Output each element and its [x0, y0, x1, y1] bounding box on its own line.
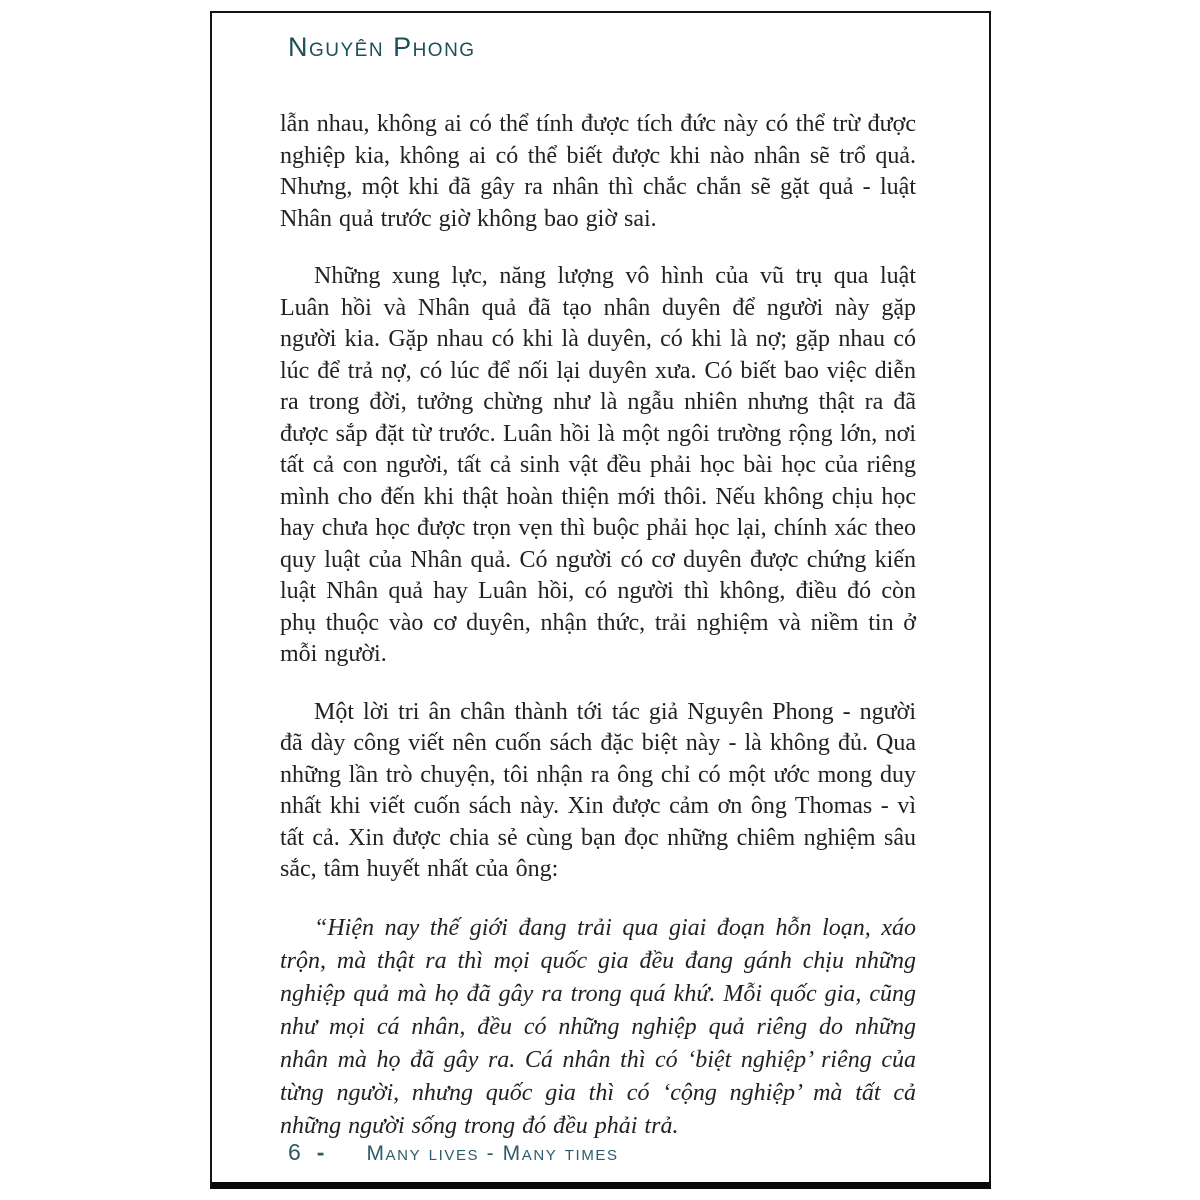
- paragraph: Một lời tri ân chân thành tới tác giả Nguyên Phong - người đã dày công viết nên cuốn sách đặc biệt này - là không đủ. Qua những lần trò chuyện, tôi nhận ra ông chỉ có một ước mong duy nhất khi viết cuốn sách này. Xin được cảm ơn ông Thomas - vì tất cả. Xin được chia sẻ cùng bạn đọc những chiêm nghiệm sâu sắc, tâm huyết nhất của ông:: [280, 698, 916, 882]
- book-page: [210, 11, 991, 1189]
- paragraph: lẫn nhau, không ai có thể tính được tích đức này có thể trừ được nghiệp kia, không ai có thể biết được khi nào nhân sẽ trổ quả. Nhưng, một khi đã gây ra nhân thì chắc chắn sẽ gặt quả - luật Nhân quả trước giờ không bao giờ sai.: [280, 111, 916, 232]
- book-title: Many lives - Many times: [366, 1142, 619, 1165]
- body-paragraphs: [280, 109, 916, 1143]
- page-footer: [288, 1139, 619, 1166]
- page-number: 6: [288, 1139, 301, 1165]
- running-head-author: Nguyên Phong: [288, 32, 476, 62]
- paragraph: “Hiện nay thế giới đang trải qua giai đoạn hỗn loạn, xáo trộn, mà thật ra thì mọi quốc gia đều đang gánh chịu những nghiệp quả mà họ đã gây ra trong quá khứ. Mỗi quốc gia, cũng như mọi cá nhân, đều có những nghiệp quả riêng do những nhân mà họ đã gây ra. Cá nhân thì có ‘biệt nghiệp’ riêng của từng người, nhưng quốc gia thì có ‘cộng nghiệp’ mà tất cả những người sống trong đó đều phải trả.: [280, 914, 916, 1139]
- paragraph: Những xung lực, năng lượng vô hình của vũ trụ qua luật Luân hồi và Nhân quả đã tạo nhân duyên để người này gặp người kia. Gặp nhau có khi là duyên, có khi là nợ; gặp nhau có lúc để trả nợ, có lúc để nối lại duyên xưa. Có biết bao việc diễn ra trong đời, tưởng chừng như là ngẫu nhiên nhưng thật ra đã được sắp đặt từ trước. Luân hồi là một ngôi trường rộng lớn, nơi tất cả con người, tất cả sinh vật đều phải học bài học của riêng mình cho đến khi thật hoàn thiện mới thôi. Nếu không chịu học hay chưa học được trọn vẹn thì buộc phải học lại, chính xác theo quy luật của Nhân quả. Có người có cơ duyên được chứng kiến luật Nhân quả hay Luân hồi, có người thì không, điều đó còn phụ thuộc vào cơ duyên, nhận thức, trải nghiệm và niềm tin ở mỗi người.: [280, 263, 916, 667]
- footer-separator: -: [316, 1139, 325, 1165]
